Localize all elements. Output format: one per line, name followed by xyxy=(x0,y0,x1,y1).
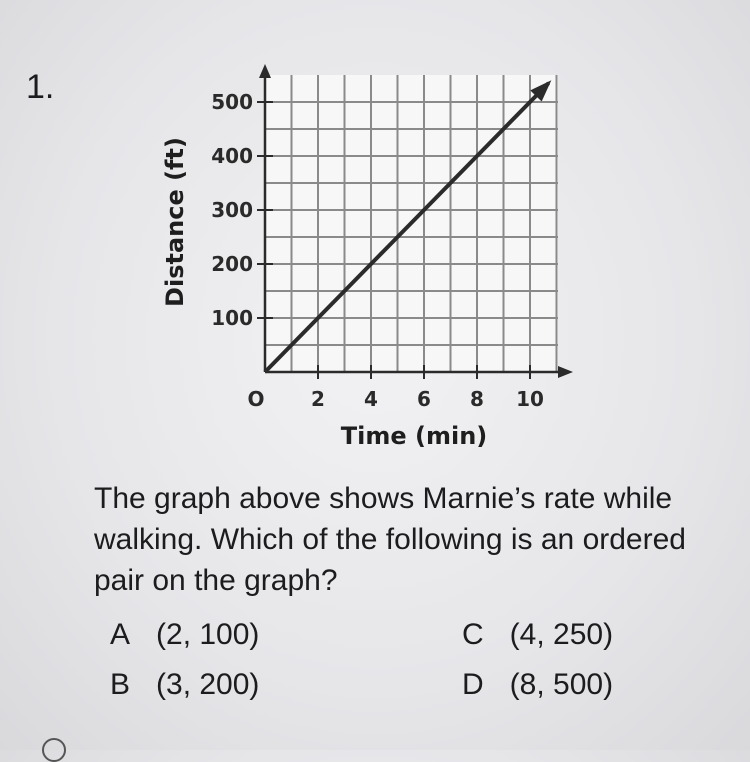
y-tick-label: 200 xyxy=(211,252,253,276)
y-tick-label: 400 xyxy=(211,144,253,168)
option-b xyxy=(110,668,259,702)
y-tick-label: 300 xyxy=(211,198,253,222)
question-text: The graph above shows Marnie’s rate while walking. Which of the following is an ordered pair on the graph? xyxy=(94,482,686,597)
option-value: (8, 500) xyxy=(509,668,614,701)
option-letter: C xyxy=(462,618,484,651)
y-axis-arrow xyxy=(259,64,271,78)
option-letter: D xyxy=(462,668,484,701)
option-letter: A xyxy=(110,618,131,651)
x-tick-label: 10 xyxy=(516,387,544,411)
option-letter: B xyxy=(110,668,131,701)
y-tick-label: 500 xyxy=(211,90,253,114)
question-number: 1. xyxy=(26,68,55,106)
y-tick-label: 100 xyxy=(211,306,253,330)
x-axis-label: Time (min) xyxy=(340,422,488,450)
option-c xyxy=(462,618,613,652)
option-d xyxy=(462,668,613,702)
option-value: (2, 100) xyxy=(156,618,260,651)
answer-radio-button[interactable] xyxy=(42,738,66,762)
x-tick-label: 8 xyxy=(470,387,484,411)
option-value: (4, 250) xyxy=(509,618,614,651)
y-axis-label: Distance (ft) xyxy=(161,137,189,307)
x-tick-label: 6 xyxy=(417,387,431,411)
x-tick-label: 4 xyxy=(364,387,378,411)
origin-label: O xyxy=(247,387,265,411)
option-value: (3, 200) xyxy=(156,668,260,701)
option-a xyxy=(110,618,259,652)
x-tick-label: 2 xyxy=(311,387,325,411)
x-axis-arrow xyxy=(558,366,573,378)
